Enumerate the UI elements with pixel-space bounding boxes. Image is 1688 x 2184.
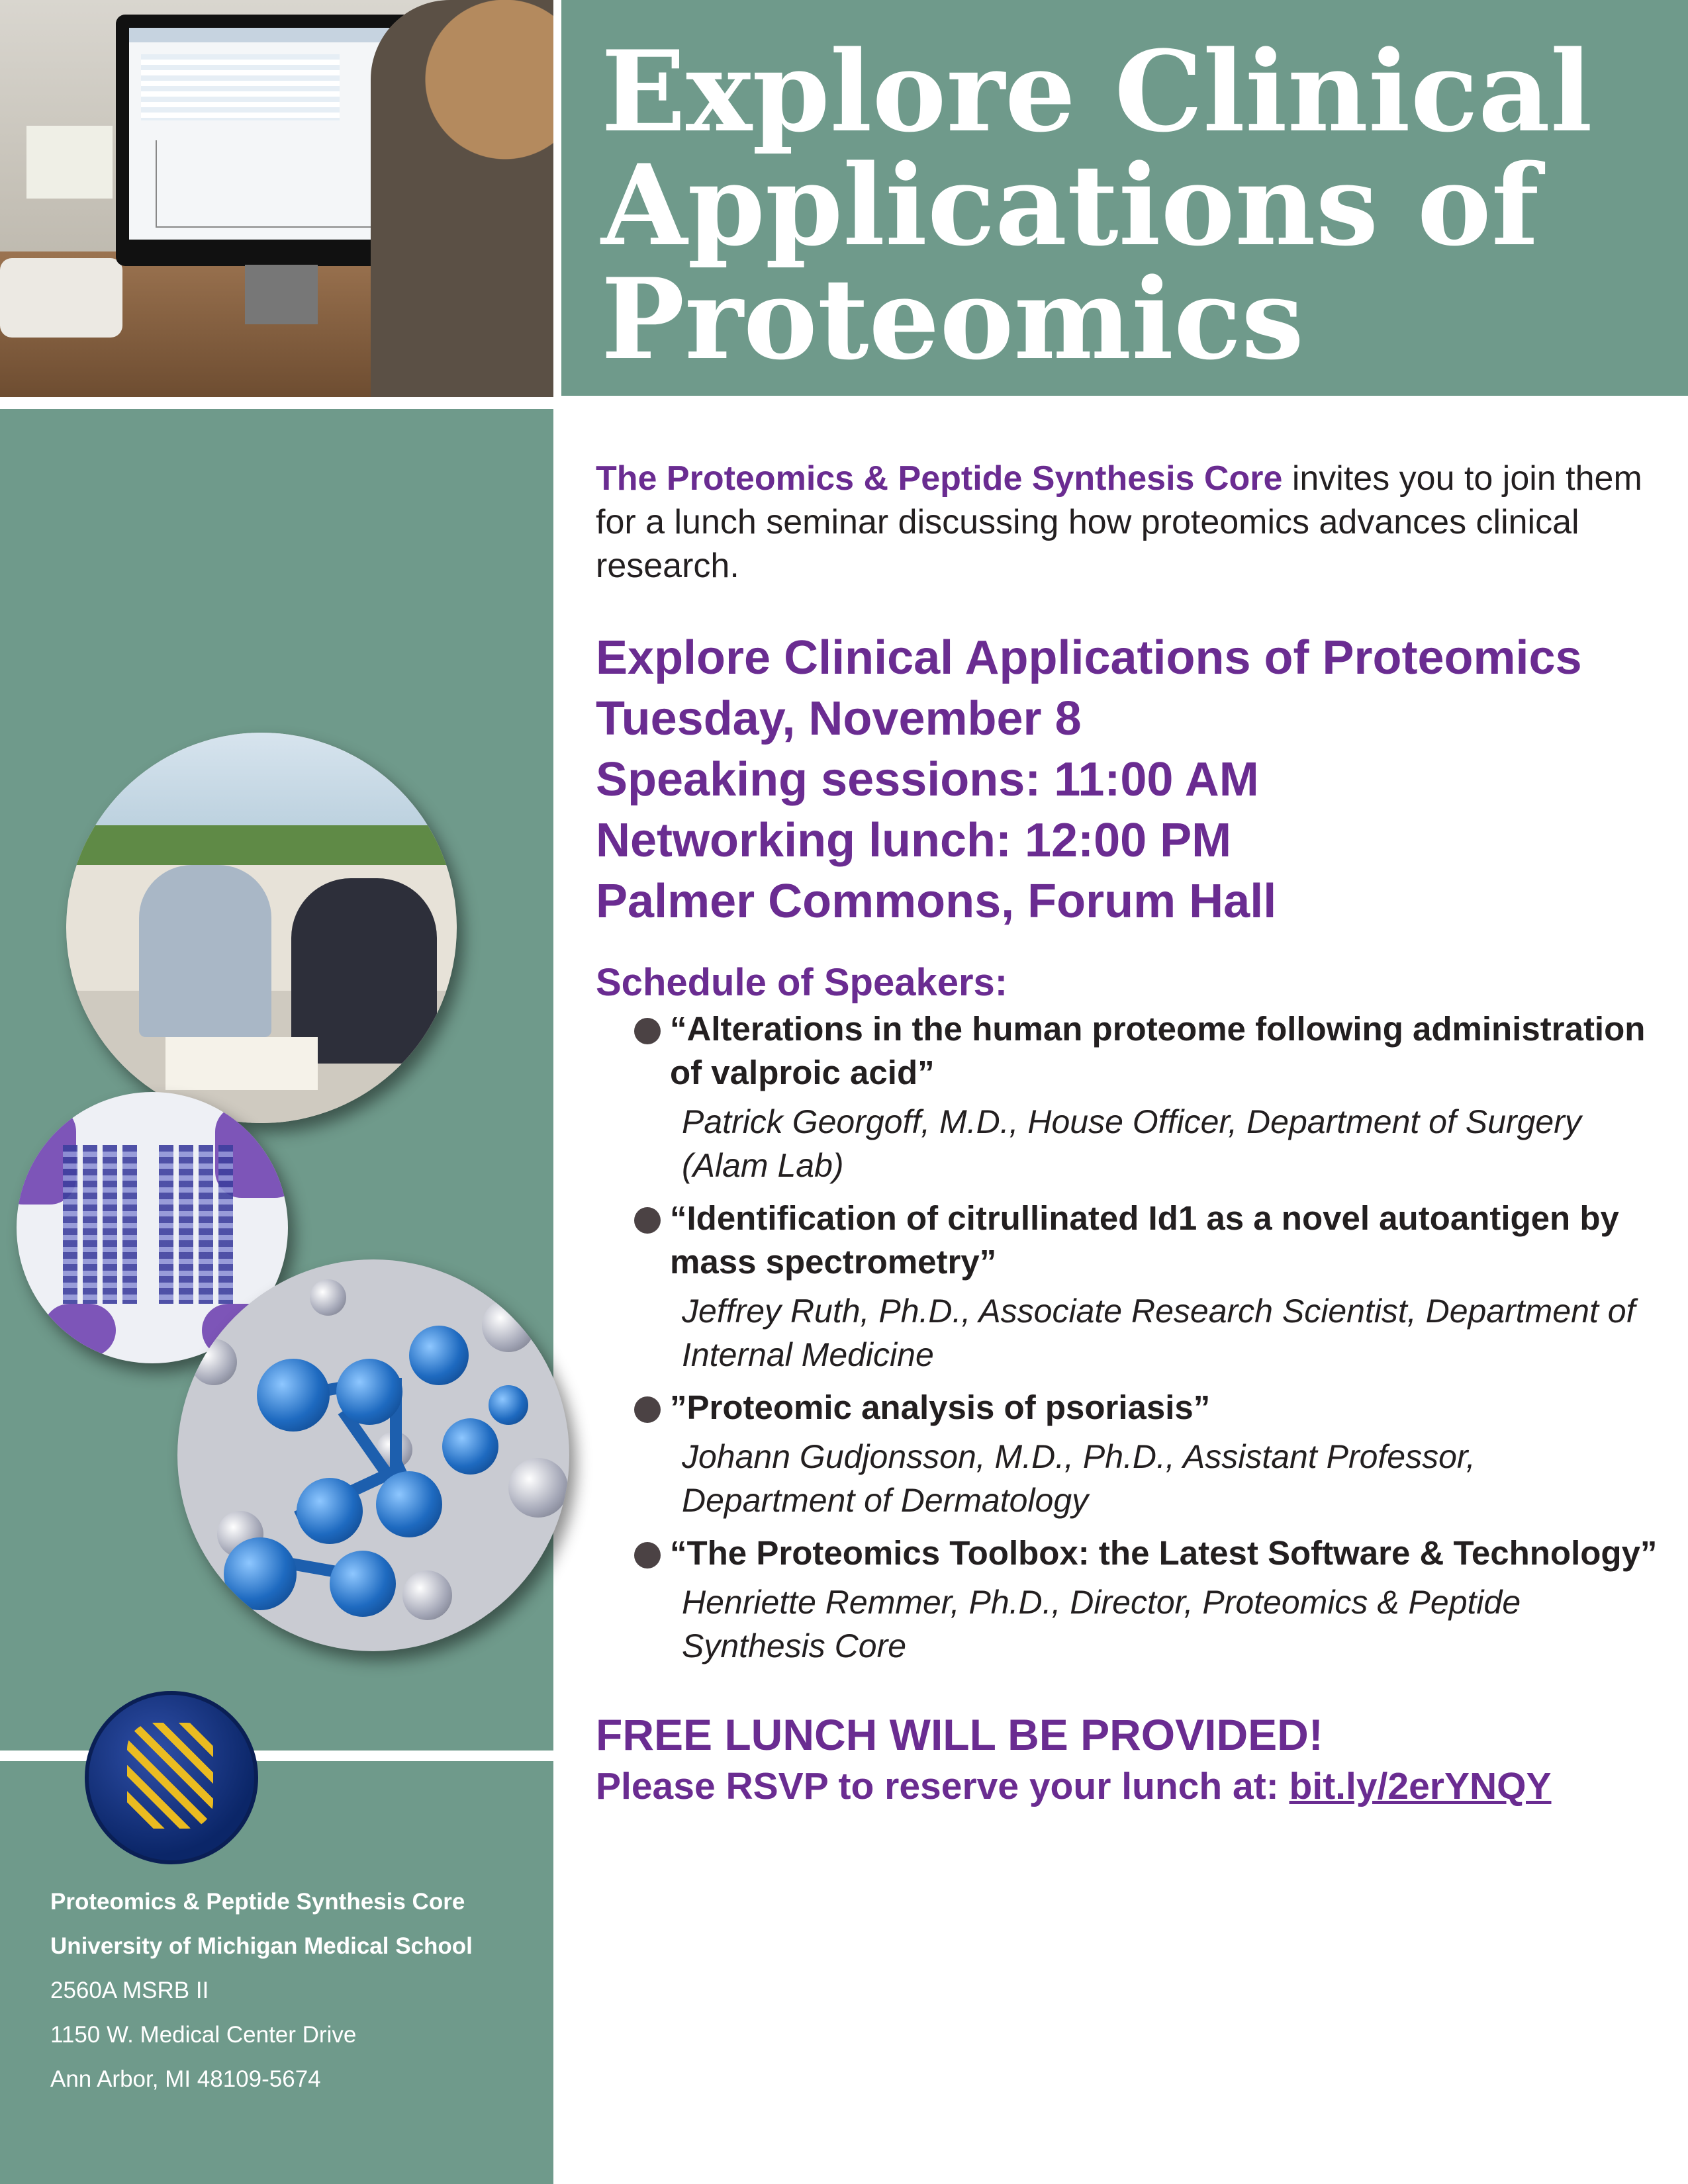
title-banner <box>561 0 1688 396</box>
rsvp-text: Please RSVP to reserve your lunch at: <box>596 1765 1289 1807</box>
molecule-model-image <box>177 1259 569 1651</box>
bullet-icon <box>634 1207 661 1234</box>
meeting-photo <box>66 733 457 1123</box>
rsvp-line <box>596 1762 1662 1811</box>
talk-speaker: Henriette Remmer, Ph.D., Director, Proteomics & Peptide Synthesis Core <box>682 1584 1521 1664</box>
researcher <box>371 0 553 397</box>
rsvp-link[interactable]: bit.ly/2erYNQY <box>1289 1765 1552 1807</box>
sidebar-divider <box>0 1751 553 1761</box>
talk-speaker: Johann Gudjonsson, M.D., Ph.D., Assistant Professor, Department of Dermatology <box>682 1438 1476 1519</box>
event-sessions-time: Speaking sessions: 11:00 AM <box>596 753 1259 806</box>
core-logo <box>85 1691 258 1864</box>
address-line-2: 1150 W. Medical Center Drive <box>50 2022 357 2048</box>
schedule-heading: Schedule of Speakers: <box>596 961 1008 1004</box>
address-block <box>50 1880 527 2101</box>
bullet-icon <box>634 1396 661 1423</box>
page-title: Explore Clinical Applications of Proteomics <box>601 26 1593 385</box>
talk-item <box>629 1386 1662 1522</box>
address-line-3: Ann Arbor, MI 48109-5674 <box>50 2066 321 2092</box>
talk-title: ”Proteomic analysis of psoriasis” <box>670 1388 1211 1426</box>
free-lunch-notice: FREE LUNCH WILL BE PROVIDED! <box>596 1710 1323 1759</box>
bullet-icon <box>634 1018 661 1044</box>
address-school: University of Michigan Medical School <box>50 1933 473 1959</box>
address-line-1: 2560A MSRB II <box>50 1978 209 2003</box>
event-location: Palmer Commons, Forum Hall <box>596 875 1277 928</box>
intro-paragraph <box>596 457 1662 588</box>
event-details <box>596 627 1662 932</box>
main-content <box>596 457 1662 1811</box>
talk-title: “Identification of citrullinated Id1 as a novel autoantigen by mass spectrometry” <box>670 1199 1619 1281</box>
talk-item <box>629 1007 1662 1187</box>
intro-org-name: The Proteomics & Peptide Synthesis Core <box>596 459 1283 498</box>
talk-item <box>629 1531 1662 1668</box>
event-lunch-time: Networking lunch: 12:00 PM <box>596 814 1232 867</box>
header-photo-researcher-at-computer <box>0 0 553 397</box>
intro-text: invites you to join them for a lunch seminar discussing how proteomics advances clinical research. <box>596 459 1642 585</box>
talk-title: “The Proteomics Toolbox: the Latest Software & Technology” <box>670 1534 1658 1572</box>
talk-title: “Alterations in the human proteome following administration of valproic acid” <box>670 1010 1646 1091</box>
bullet-icon <box>634 1542 661 1569</box>
talk-speaker: Jeffrey Ruth, Ph.D., Associate Research Scientist, Department of Internal Medicine <box>682 1293 1636 1373</box>
event-name: Explore Clinical Applications of Proteomics <box>596 631 1582 684</box>
desk-phone <box>0 258 122 338</box>
address-org: Proteomics & Peptide Synthesis Core <box>50 1889 465 1915</box>
peptide-helix-icon <box>127 1723 213 1829</box>
event-date: Tuesday, November 8 <box>596 692 1082 745</box>
talk-speaker: Patrick Georgoff, M.D., House Officer, Department of Surgery (Alam Lab) <box>682 1103 1581 1184</box>
talk-item <box>629 1197 1662 1377</box>
